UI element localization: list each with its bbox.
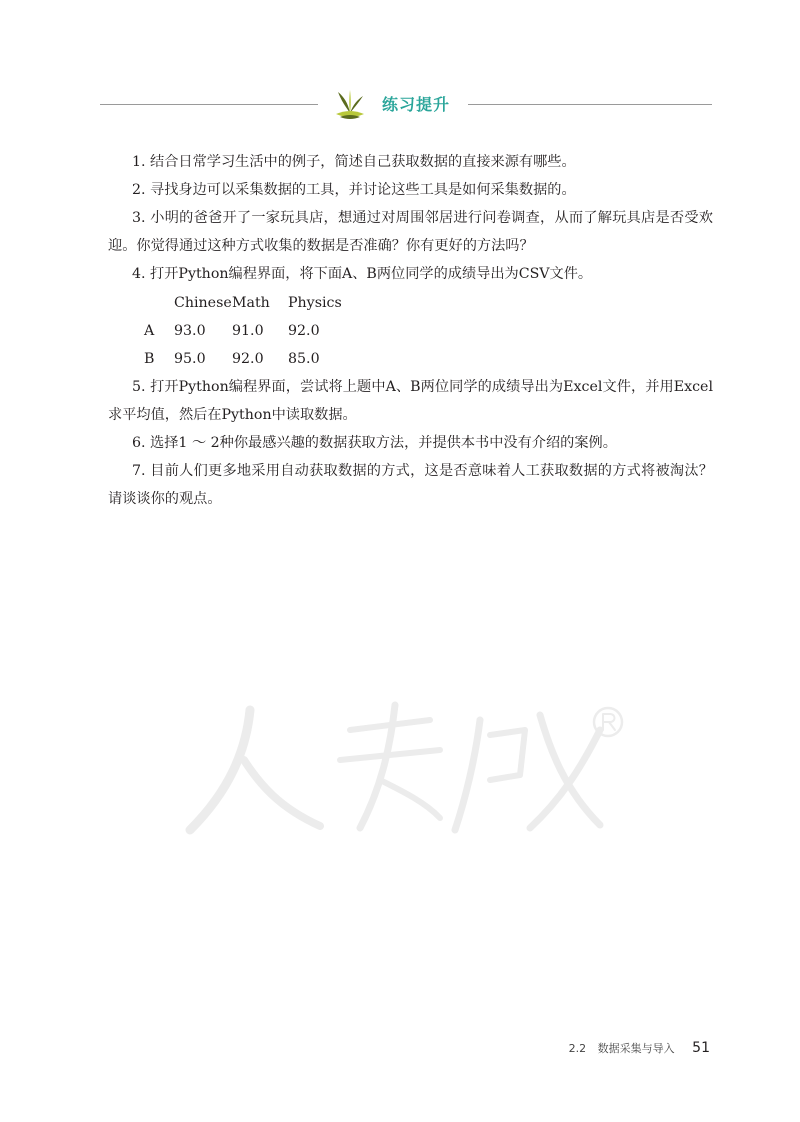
grade-table-row (144, 345, 358, 373)
grade-table-cell: 92.0 (232, 351, 264, 367)
page-footer (569, 1040, 710, 1056)
grade-table-cell: 92.0 (288, 323, 320, 339)
grade-table-column-header: Math (232, 294, 270, 311)
grade-table-row (144, 317, 358, 345)
exercise-item-3: 3. 小明的爸爸开了一家玩具店，想通过对周围邻居进行问卷调查，从而了解玩具店是否受欢迎。你觉得通过这种方式收集的数据是否准确？你有更好的方法吗？ (108, 210, 713, 254)
grade-table-cell: 93.0 (174, 323, 206, 339)
grade-table-row-label: A (144, 323, 155, 339)
calligraphy-watermark-icon (180, 690, 640, 840)
grade-table-header-row (144, 288, 358, 317)
grade-table-cell: 91.0 (232, 323, 264, 339)
exercise-list (108, 148, 713, 513)
grade-table-cell: 95.0 (174, 351, 206, 367)
section-title: 练习提升 (382, 95, 451, 114)
sprout-icon (332, 86, 368, 122)
grade-table-cell: 85.0 (288, 351, 320, 367)
section-header (100, 86, 712, 122)
grade-table-column-header: Chinese (174, 294, 232, 311)
exercise-item-4: 4. 打开Python编程界面，将下面A、B两位同学的成绩导出为CSV文件。 (132, 266, 593, 282)
page-number: 51 (692, 1040, 710, 1056)
grade-table-corner (144, 288, 174, 317)
exercise-item-2: 2. 寻找身边可以采集数据的工具，并讨论这些工具是如何采集数据的。 (132, 182, 576, 198)
grade-table-column-header: Physics (288, 294, 342, 311)
header-rule-right (468, 104, 712, 105)
footer-section-number: 2.2 (568, 1042, 587, 1055)
exercise-item-6: 6. 选择1 ～ 2种你最感兴趣的数据获取方法，并提供本书中没有介绍的案例。 (132, 435, 617, 451)
grade-table-row-label: B (144, 351, 155, 367)
footer-chapter-title: 数据采集与导入 (597, 1042, 675, 1055)
exercise-item-1: 1. 结合日常学习生活中的例子，简述自己获取数据的直接来源有哪些。 (132, 154, 576, 170)
grade-table (144, 288, 358, 373)
exercise-item-5: 5. 打开Python编程界面，尝试将上题中A、B两位同学的成绩导出为Excel文件，并用Excel求平均值，然后在Python中读取数据。 (108, 379, 713, 423)
header-rule-left (100, 104, 318, 105)
exercise-item-7: 7. 目前人们更多地采用自动获取数据的方式，这是否意味着人工获取数据的方式将被淘汰？请谈谈你的观点。 (108, 463, 713, 507)
